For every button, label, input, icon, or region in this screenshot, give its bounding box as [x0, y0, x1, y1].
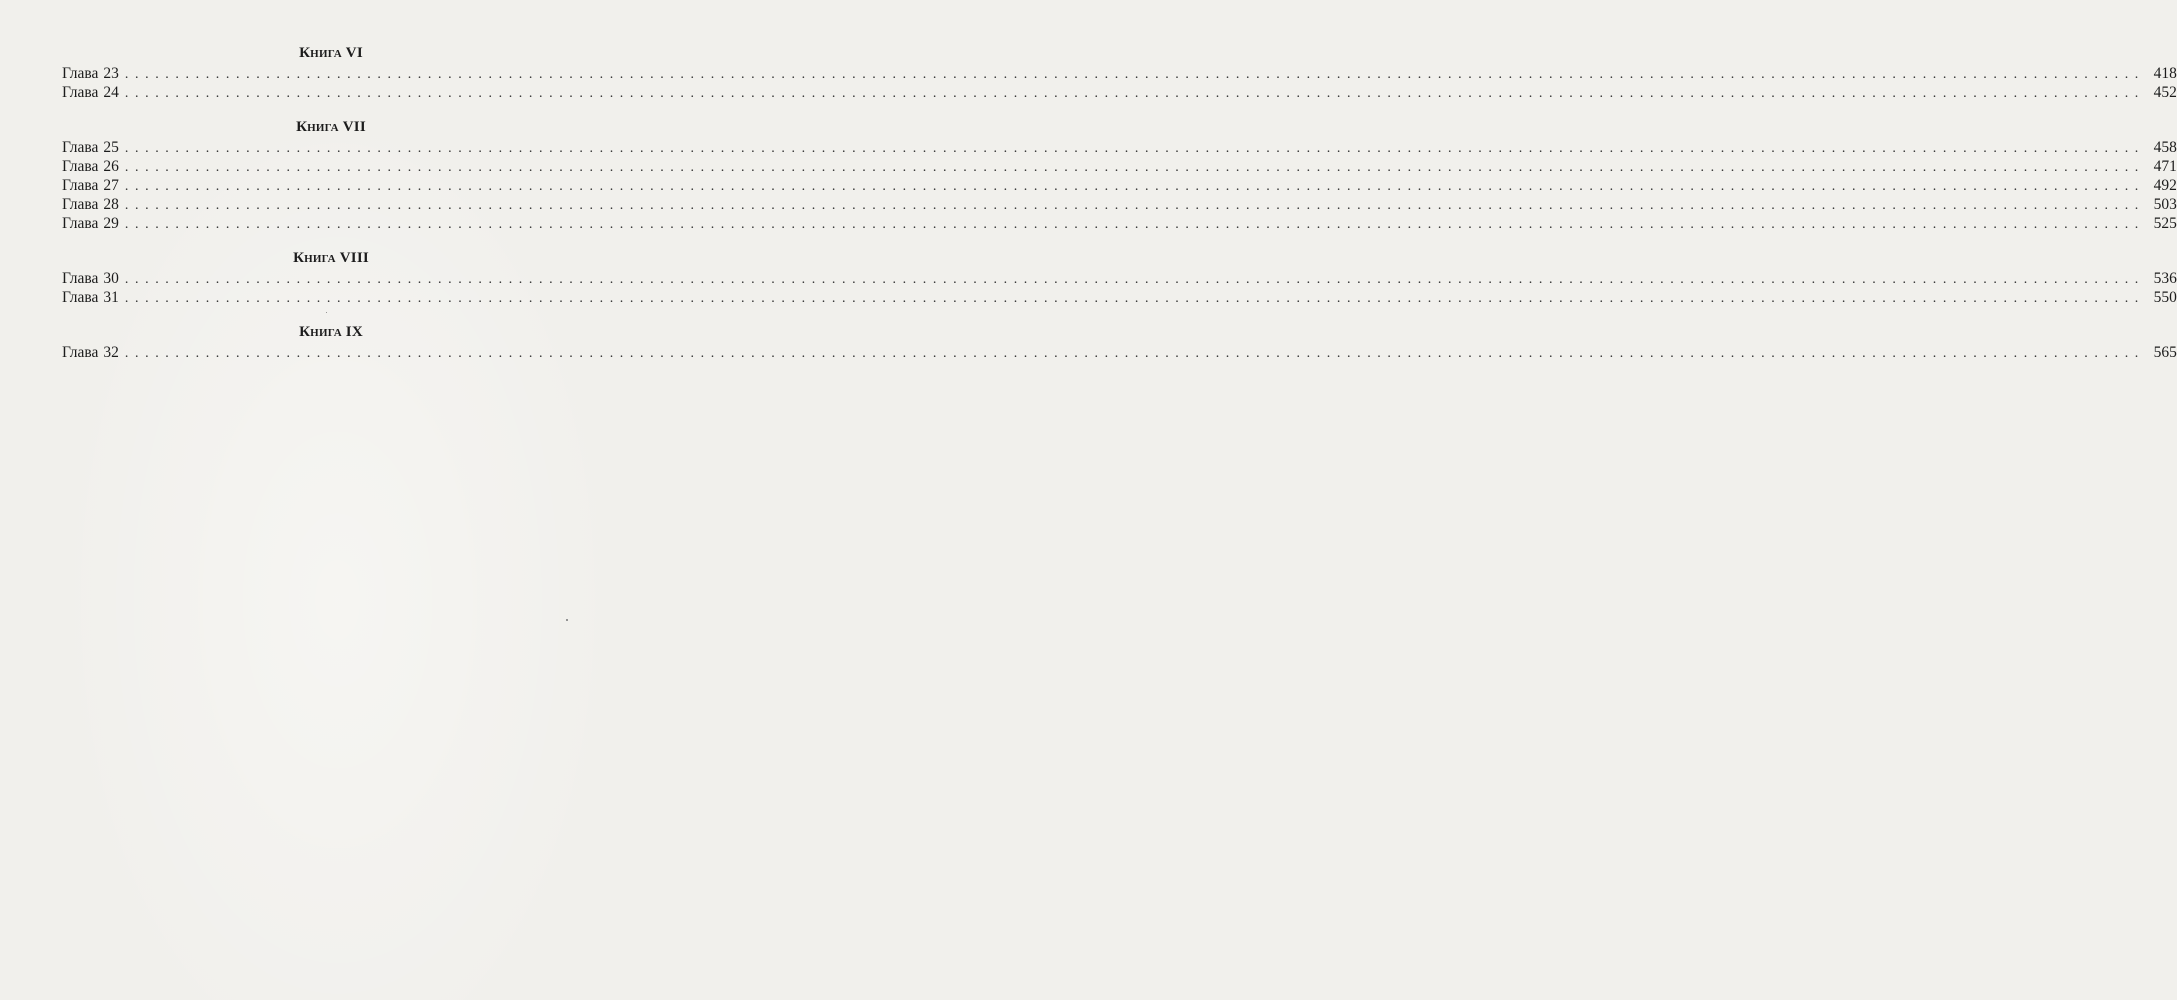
chapter-label: Глава: [62, 270, 99, 287]
book-title: Книга IX: [299, 324, 363, 340]
toc-entry[interactable]: [62, 157, 2177, 176]
toc-entry[interactable]: [62, 288, 2177, 307]
chapter-label: Глава: [62, 65, 99, 82]
page-number: 525: [2153, 215, 2177, 232]
dot-leader: ........................................................................................................................................................................................................: [124, 272, 2145, 287]
toc-book-6: [62, 42, 2177, 102]
page-number: 471: [2153, 158, 2177, 175]
chapter-number: 27: [103, 177, 119, 194]
dot-leader: ........................................................................................................................................................................................................: [124, 198, 2145, 213]
dot-leader: ........................................................................................................................................................................................................: [124, 67, 2145, 82]
page-number: 458: [2153, 139, 2177, 156]
table-of-contents: [62, 42, 2177, 362]
dot-leader: ........................................................................................................................................................................................................: [124, 160, 2145, 175]
toc-book-9: [62, 321, 2177, 362]
chapter-number: 28: [103, 196, 119, 213]
chapter-label: Глава: [62, 139, 99, 156]
chapter-label: Глава: [62, 177, 99, 194]
book-title: Книга VIII: [293, 250, 369, 266]
toc-entry[interactable]: [62, 195, 2177, 214]
chapter-label: Глава: [62, 289, 99, 306]
toc-entry[interactable]: [62, 269, 2177, 288]
page-number: 565: [2153, 344, 2177, 361]
toc-entry[interactable]: [62, 343, 2177, 362]
chapter-label: Глава: [62, 196, 99, 213]
page-number: 418: [2153, 65, 2177, 82]
toc-entry[interactable]: [62, 214, 2177, 233]
chapter-label: Глава: [62, 344, 99, 361]
chapter-number: 23: [103, 65, 119, 82]
chapter-number: 24: [103, 84, 119, 101]
chapter-number: 26: [103, 158, 119, 175]
book-title: Книга VI: [299, 45, 363, 61]
chapter-number: 25: [103, 139, 119, 156]
toc-book-8: [62, 247, 2177, 307]
page-number: 452: [2153, 84, 2177, 101]
chapter-number: 31: [103, 289, 119, 306]
toc-entry[interactable]: [62, 83, 2177, 102]
chapter-number: 30: [103, 270, 119, 287]
paper-speck: [326, 312, 327, 313]
toc-book-7: [62, 116, 2177, 233]
dot-leader: ........................................................................................................................................................................................................: [124, 179, 2145, 194]
dot-leader: ........................................................................................................................................................................................................: [124, 346, 2145, 361]
page-number: 550: [2153, 289, 2177, 306]
dot-leader: ........................................................................................................................................................................................................: [124, 141, 2145, 156]
chapter-number: 32: [103, 344, 119, 361]
page-number: 492: [2153, 177, 2177, 194]
chapter-label: Глава: [62, 215, 99, 232]
toc-entry[interactable]: [62, 176, 2177, 195]
page-number: 536: [2153, 270, 2177, 287]
paper-speck: [566, 619, 568, 621]
dot-leader: ........................................................................................................................................................................................................: [124, 291, 2145, 306]
dot-leader: ........................................................................................................................................................................................................: [124, 217, 2145, 232]
toc-entry[interactable]: [62, 64, 2177, 83]
page-number: 503: [2153, 196, 2177, 213]
book-title: Книга VII: [296, 119, 366, 135]
chapter-label: Глава: [62, 84, 99, 101]
chapter-label: Глава: [62, 158, 99, 175]
dot-leader: ........................................................................................................................................................................................................: [124, 86, 2145, 101]
chapter-number: 29: [103, 215, 119, 232]
toc-entry[interactable]: [62, 138, 2177, 157]
